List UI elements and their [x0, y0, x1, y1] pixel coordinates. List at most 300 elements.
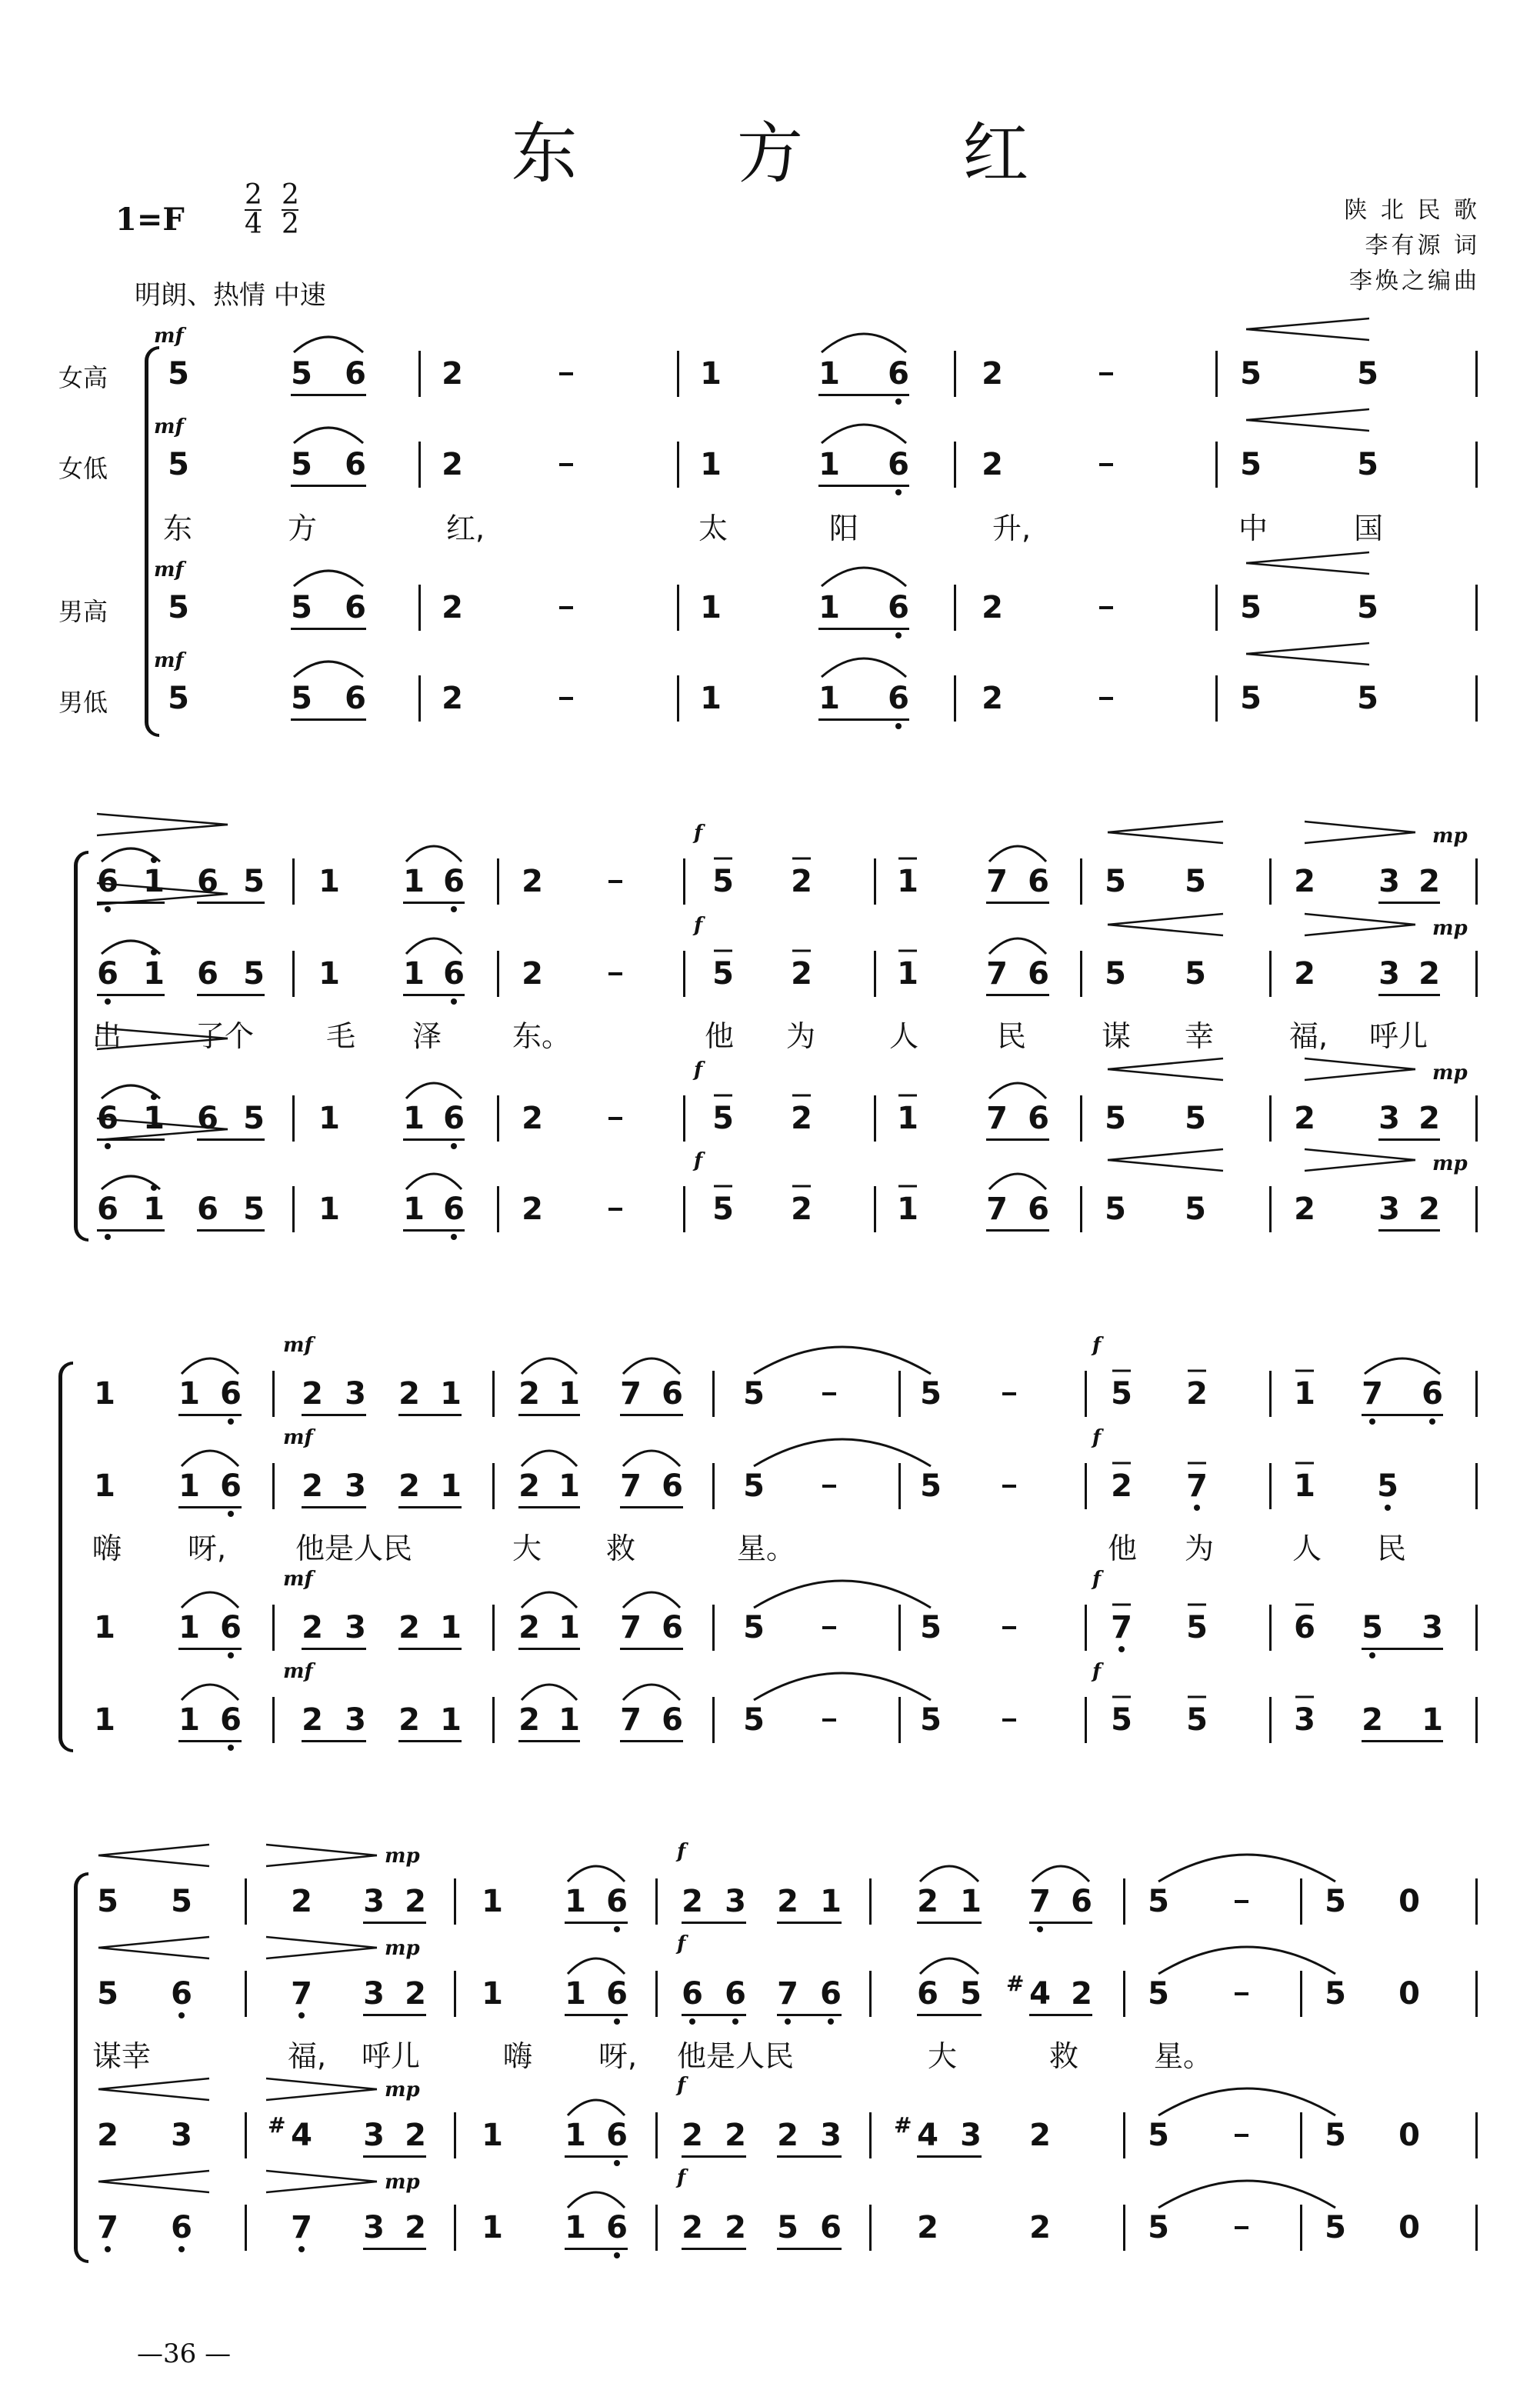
barline	[1475, 442, 1478, 488]
note: 2	[405, 2118, 426, 2153]
note: 2	[791, 864, 812, 899]
barline	[454, 2112, 456, 2158]
note: 6	[662, 1702, 683, 1738]
dynamic-mp: mp	[385, 1845, 420, 1868]
dash	[822, 1485, 836, 1488]
note: 1	[440, 1468, 462, 1504]
octave-dot	[228, 1511, 234, 1517]
note: 1	[565, 2210, 586, 2245]
crescendo	[1108, 925, 1223, 935]
beam	[818, 628, 909, 630]
note: 2	[1029, 2118, 1051, 2153]
note: 5	[920, 1376, 942, 1412]
barline	[1300, 1878, 1302, 1925]
barline	[1475, 951, 1478, 997]
barline	[418, 675, 421, 722]
note: 3	[1294, 1702, 1315, 1738]
dynamic-mf: mf	[154, 325, 184, 348]
key-signature: 1=F	[115, 202, 185, 238]
note: 6	[215, 1705, 246, 1735]
beam	[518, 1506, 580, 1508]
barline	[869, 2205, 872, 2251]
slur	[822, 568, 906, 586]
note: 1	[94, 1376, 115, 1412]
barline	[683, 1186, 685, 1232]
slur	[623, 1358, 680, 1374]
diminuendo	[1305, 914, 1415, 925]
beam	[291, 718, 366, 721]
beam	[682, 1922, 746, 1924]
note: 3	[1378, 1101, 1400, 1136]
barline	[1269, 951, 1272, 997]
barline	[954, 351, 956, 397]
beam	[291, 485, 366, 487]
barline	[492, 1463, 495, 1509]
dynamic-f: f	[1092, 1568, 1102, 1591]
note: 5	[1111, 1376, 1132, 1412]
note: 5	[1357, 590, 1378, 625]
note: 5	[1105, 1192, 1126, 1227]
note: 5	[1186, 1610, 1208, 1645]
lyric-syllable: 他是人民	[295, 1532, 413, 1565]
octave-dot	[689, 2018, 695, 2025]
note: 1	[440, 1702, 462, 1738]
note: 2	[682, 2118, 703, 2153]
note: 6	[215, 1612, 246, 1643]
note: 7	[1106, 1612, 1137, 1643]
dynamic-mf: mf	[154, 558, 184, 582]
note: 2	[97, 2118, 118, 2153]
dash	[822, 1718, 836, 1722]
barline	[1475, 2112, 1478, 2158]
note: 3	[345, 1376, 366, 1412]
beam	[1029, 1922, 1092, 1924]
note: 5	[291, 447, 312, 482]
dynamic-f: f	[694, 1149, 703, 1172]
lyric-syllable: 民	[1377, 1532, 1407, 1565]
octave-dot	[732, 2018, 738, 2025]
note: 0	[1398, 2118, 1420, 2153]
dynamic-f: f	[677, 1840, 686, 1863]
barline	[874, 951, 876, 997]
lyric-syllable: 他是人民	[677, 2039, 795, 2073]
barline	[1085, 1371, 1087, 1417]
beam	[1362, 1414, 1443, 1416]
lyric-syllable: 阳	[829, 512, 859, 545]
note: 2	[1418, 1101, 1440, 1136]
dynamic-mf: mf	[283, 1568, 313, 1591]
lyric-syllable: 幸	[1185, 1019, 1215, 1053]
octave-dot	[614, 1926, 620, 1932]
dynamic-mp: mp	[1432, 917, 1468, 940]
barline	[683, 951, 685, 997]
note: 1	[403, 1101, 425, 1136]
octave-dot	[151, 857, 157, 863]
beam	[178, 1414, 242, 1416]
note: 2	[791, 1192, 812, 1227]
barline	[655, 2205, 658, 2251]
barline	[1475, 1605, 1478, 1651]
beam	[818, 718, 909, 721]
note: 5	[1186, 1702, 1208, 1738]
note: 5	[168, 681, 189, 716]
slur	[406, 846, 462, 862]
crescendo	[1246, 643, 1369, 654]
slur	[920, 1866, 978, 1882]
note: 5	[1185, 864, 1206, 899]
note: 7	[1357, 1378, 1388, 1409]
note: 5	[1240, 590, 1262, 625]
barline	[712, 1463, 715, 1509]
beam	[682, 2014, 746, 2016]
beam	[363, 2014, 426, 2016]
beam	[818, 394, 909, 396]
beam	[97, 902, 165, 904]
note: 5	[171, 1884, 192, 1919]
note: 3	[1422, 1610, 1443, 1645]
note: 2	[917, 1884, 938, 1919]
crescendo	[98, 1937, 209, 1948]
note: 6	[883, 592, 914, 623]
barline	[1475, 1186, 1478, 1232]
dynamic-mp: mp	[385, 2171, 420, 2194]
beam	[302, 1414, 366, 1416]
note: 6	[602, 1978, 632, 2009]
note: 1	[818, 681, 840, 716]
slur	[822, 334, 906, 352]
barline	[677, 585, 679, 631]
lyric-syllable: 毛	[326, 1019, 356, 1053]
note: 7	[772, 1978, 803, 2009]
note: 4	[917, 2118, 938, 2153]
note: 1	[565, 1884, 586, 1919]
lyric-syllable: 方	[288, 512, 318, 545]
barline	[292, 858, 295, 905]
system-brace	[74, 851, 88, 1242]
diminuendo	[1305, 1149, 1415, 1160]
crescendo	[98, 1855, 209, 1866]
beam	[518, 1648, 580, 1650]
beam	[1378, 994, 1440, 996]
barline	[454, 2205, 456, 2251]
system-brace	[58, 1362, 73, 1752]
barline	[1123, 2205, 1125, 2251]
barline	[869, 2112, 872, 2158]
barline	[1085, 1463, 1087, 1509]
dynamic-mp: mp	[1432, 825, 1468, 848]
octave-dot	[151, 1094, 157, 1100]
dash	[559, 372, 573, 375]
barline	[1475, 1697, 1478, 1743]
note: 6	[197, 956, 218, 992]
beam	[1362, 1740, 1443, 1742]
note: 6	[345, 681, 366, 716]
slur	[1032, 1866, 1089, 1882]
note: 5	[1148, 1884, 1169, 1919]
tempo-marking: 明朗、热情 中速	[135, 280, 326, 311]
note: 6	[820, 2210, 842, 2245]
diminuendo	[1305, 1058, 1415, 1069]
note: 5	[960, 1976, 982, 2012]
dash	[822, 1392, 836, 1395]
octave-dot	[1369, 1652, 1375, 1658]
dash	[822, 1626, 836, 1629]
dynamic-f: f	[694, 822, 703, 845]
note: 2	[791, 1101, 812, 1136]
note: 5	[1325, 1884, 1346, 1919]
note: 6	[883, 683, 914, 714]
diminuendo	[1305, 822, 1415, 832]
slur	[294, 428, 363, 443]
dynamic-mf: mf	[283, 1334, 313, 1357]
note: 1	[1294, 1376, 1315, 1412]
note: 6	[602, 2212, 632, 2243]
dynamic-mf: mf	[154, 649, 184, 672]
beam	[302, 1740, 366, 1742]
part-label-soprano: 女高	[58, 363, 108, 392]
dash	[1099, 463, 1113, 466]
crescendo	[1246, 654, 1369, 665]
octave-dot	[895, 398, 902, 405]
lyric-syllable: 星。	[1154, 2039, 1213, 2073]
octave-dot	[614, 2018, 620, 2025]
note: 2	[398, 1376, 420, 1412]
system-brace	[74, 1872, 88, 2263]
barline	[1085, 1605, 1087, 1651]
note: 6	[602, 1886, 632, 1917]
dash	[559, 697, 573, 700]
note: 1	[897, 956, 918, 992]
barline	[1080, 951, 1082, 997]
beam	[777, 2248, 842, 2250]
slur	[920, 1958, 978, 1974]
note: 1	[700, 447, 722, 482]
note: 2	[1294, 1192, 1315, 1227]
lyric-syllable: 他	[1108, 1532, 1138, 1565]
crescendo	[1108, 1069, 1223, 1080]
barline	[492, 1371, 495, 1417]
slur	[568, 1866, 625, 1882]
octave-dot	[1369, 1418, 1375, 1425]
note: 5	[291, 681, 312, 716]
crescendo	[98, 2089, 209, 2100]
diminuendo	[1305, 832, 1415, 843]
note: 2	[405, 1976, 426, 2012]
beam	[620, 1506, 683, 1508]
barline	[869, 1878, 872, 1925]
slur	[568, 2100, 625, 2115]
note: 7	[286, 2212, 317, 2243]
slur	[182, 1451, 238, 1466]
barline	[1215, 675, 1218, 722]
diminuendo	[266, 1845, 377, 1855]
note: 2	[1294, 956, 1315, 992]
note: 5	[712, 864, 734, 899]
note: 2	[442, 447, 463, 482]
barline	[454, 1878, 456, 1925]
barline	[245, 2112, 247, 2158]
lyric-syllable: 福,	[1289, 1019, 1328, 1053]
note: 3	[171, 2118, 192, 2153]
barline	[874, 1186, 876, 1232]
note: 6	[166, 2212, 197, 2243]
note: 6	[883, 449, 914, 480]
octave-dot	[1429, 1418, 1435, 1425]
lyric-syllable: 救	[1049, 2039, 1079, 2073]
note: 1	[1422, 1702, 1443, 1738]
note: 1	[94, 1702, 115, 1738]
dash	[1235, 2226, 1248, 2229]
note: 5	[1357, 356, 1378, 392]
note: 2	[791, 956, 812, 992]
beam	[178, 1648, 242, 1650]
note: 1	[565, 2118, 586, 2153]
note: 2	[982, 681, 1003, 716]
lyric-syllable: 大	[512, 1532, 542, 1565]
note: 5	[777, 2210, 798, 2245]
note: 1	[1294, 1468, 1315, 1504]
note: 3	[345, 1468, 366, 1504]
diminuendo	[1305, 1069, 1415, 1080]
slur	[989, 1174, 1046, 1189]
barline	[1215, 442, 1218, 488]
beam	[986, 902, 1049, 904]
slur	[623, 1592, 680, 1608]
dash	[1235, 1992, 1248, 1995]
note: 2	[442, 681, 463, 716]
note: 6	[92, 958, 123, 989]
barline	[497, 1186, 499, 1232]
note: 6	[1028, 1192, 1049, 1227]
lyric-syllable: 民	[997, 1019, 1027, 1053]
note: 6	[438, 1194, 469, 1225]
beam	[291, 628, 366, 630]
note: 6	[677, 1978, 708, 2009]
diminuendo	[97, 814, 228, 825]
note: 7	[986, 1101, 1008, 1136]
lyric-syllable: 嗨	[503, 2039, 533, 2073]
note: 3	[363, 2118, 385, 2153]
barline	[1080, 1186, 1082, 1232]
note: 1	[818, 356, 840, 392]
note: 5	[1185, 1101, 1206, 1136]
note: 6	[345, 356, 366, 392]
note: 2	[1362, 1702, 1383, 1738]
lyric-syllable: 出	[92, 1019, 122, 1053]
beam	[986, 994, 1049, 996]
note: 1	[820, 1884, 842, 1919]
note: 5	[243, 864, 265, 899]
lyric-syllable: 嗨	[92, 1532, 122, 1565]
lyric-syllable: 星。	[737, 1532, 796, 1565]
beam	[565, 2014, 628, 2016]
note: 1	[318, 1101, 340, 1136]
diminuendo	[266, 1855, 377, 1866]
slur	[522, 1685, 577, 1700]
note: 6	[92, 1103, 123, 1134]
note: 2	[725, 2210, 746, 2245]
beam	[197, 994, 265, 996]
barline	[1123, 2112, 1125, 2158]
note: 5	[743, 1468, 765, 1504]
beam	[620, 1740, 683, 1742]
barline	[1215, 351, 1218, 397]
note: 6	[166, 1978, 197, 2009]
lyric-syllable: 东	[163, 512, 193, 545]
note: 2	[1418, 864, 1440, 899]
note: 2	[291, 1884, 312, 1919]
note: 6	[345, 447, 366, 482]
note: 6	[602, 2120, 632, 2151]
octave-dot	[105, 1234, 111, 1240]
beam	[363, 2155, 426, 2158]
note: 7	[620, 1468, 642, 1504]
barline	[1475, 1971, 1478, 2017]
barline	[418, 585, 421, 631]
dynamic-mf: mf	[283, 1426, 313, 1449]
barline	[1269, 858, 1272, 905]
barline	[272, 1463, 275, 1509]
note: 2	[1071, 1976, 1092, 2012]
lyric-syllable: 人	[1292, 1532, 1322, 1565]
note: 5	[97, 1976, 118, 2012]
note: 4	[1029, 1976, 1051, 2012]
note: 3	[345, 1610, 366, 1645]
lyric-syllable: 呼儿	[1369, 1019, 1428, 1053]
barline	[954, 442, 956, 488]
note: 1	[960, 1884, 982, 1919]
dash	[1099, 606, 1113, 609]
beam	[777, 2014, 842, 2016]
slur	[568, 2192, 625, 2208]
beam	[917, 2014, 982, 2016]
note: 5	[1105, 956, 1126, 992]
crescendo	[1246, 318, 1369, 329]
beam	[682, 2248, 746, 2250]
slur	[822, 658, 906, 677]
note: 6	[883, 358, 914, 389]
note: 2	[518, 1702, 540, 1738]
note: 6	[720, 1978, 751, 2009]
barline	[497, 858, 499, 905]
note: 2	[682, 2210, 703, 2245]
note: 6	[1294, 1610, 1315, 1645]
note: 5	[743, 1376, 765, 1412]
note: 6	[1028, 864, 1049, 899]
barline	[1123, 1971, 1125, 2017]
lyric-syllable: 大	[928, 2039, 958, 2073]
note: 1	[818, 590, 840, 625]
slur	[522, 1451, 577, 1466]
lyric-syllable: 人	[889, 1019, 919, 1053]
beam	[197, 902, 265, 904]
note: 1	[482, 1884, 503, 1919]
beam	[565, 2155, 628, 2158]
barline	[1269, 1186, 1272, 1232]
dash	[608, 880, 622, 883]
diminuendo	[266, 2089, 377, 2100]
note: 5	[712, 1101, 734, 1136]
slur	[294, 662, 363, 677]
note: 2	[1186, 1376, 1208, 1412]
beam	[398, 1506, 462, 1508]
note: 5	[712, 1192, 734, 1227]
note: 1	[403, 956, 425, 992]
beam	[197, 1229, 265, 1232]
note: 1	[558, 1468, 580, 1504]
note: 1	[897, 864, 918, 899]
beam	[777, 1922, 842, 1924]
